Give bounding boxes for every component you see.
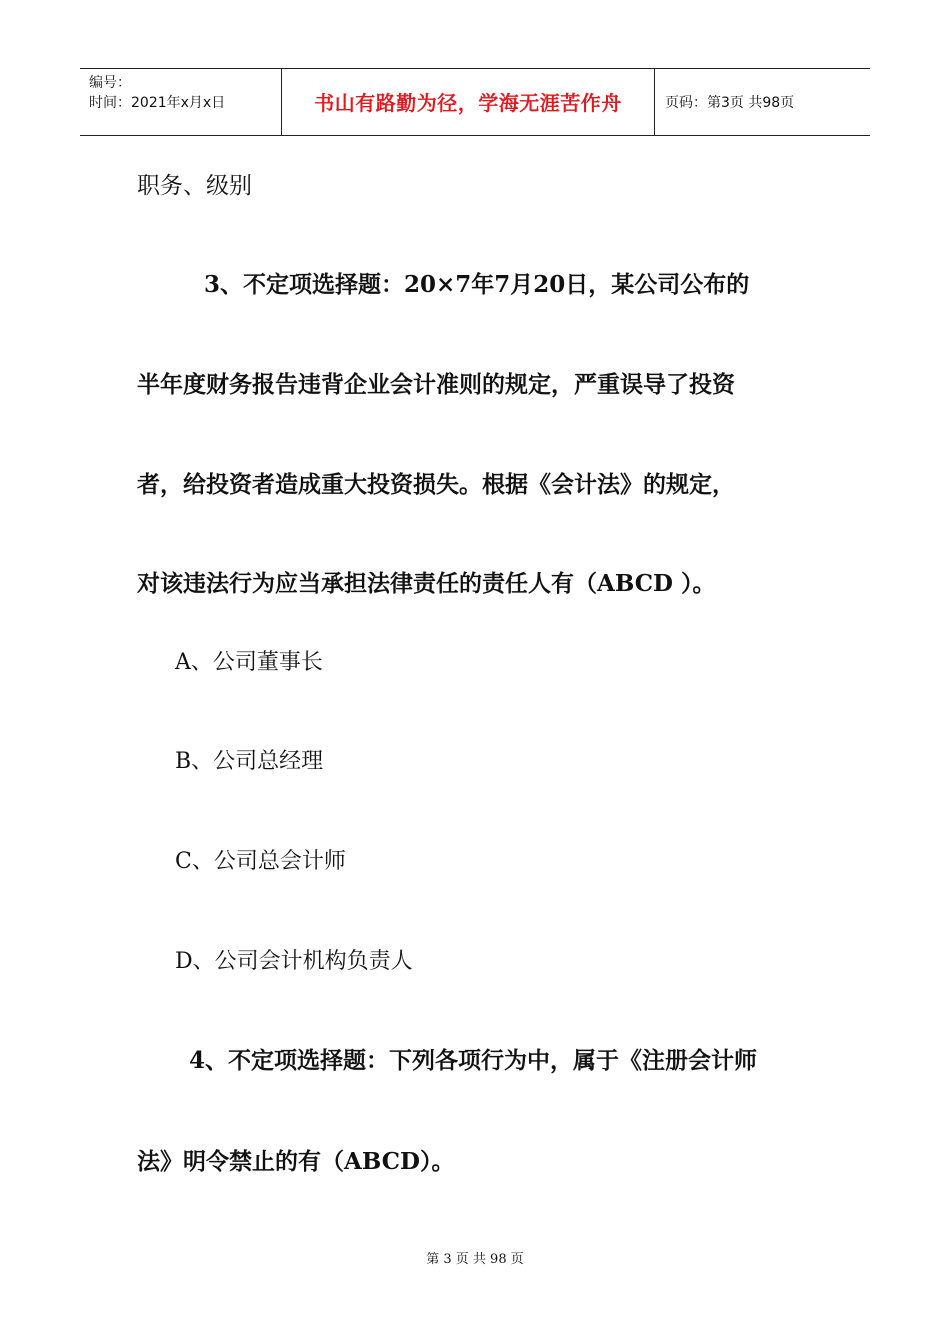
question-3-line-2: 半年度财务报告违背企业会计准则的规定，严重误导了投资 xyxy=(137,371,735,398)
question-4-line-1: 4、不定项选择题：下列各项行为中，属于《注册会计师 xyxy=(189,1047,758,1074)
question-3-option-a: A、公司董事长 xyxy=(175,650,323,675)
header-motto: 书山有路勤为径，学海无涯苦作舟 xyxy=(282,69,655,135)
question-4-line-2: 法》明令禁止的有（ABCD）。 xyxy=(137,1148,455,1175)
header-page-info: 页码：第3页 共98页 xyxy=(665,95,795,111)
question-3-option-d: D、公司会计机构负责人 xyxy=(175,949,413,974)
document-number: 编号： xyxy=(89,75,131,91)
question-3-option-b: B、公司总经理 xyxy=(175,749,324,774)
question-3-line-1: 3、不定项选择题：20×7年7月20日，某公司公布的 xyxy=(204,271,750,298)
body-line-duty-level: 职务、级别 xyxy=(137,173,252,199)
header-meta xyxy=(80,69,282,135)
question-3-line-4: 对该违法行为应当承担法律责任的责任人有（ABCD ）。 xyxy=(137,570,716,597)
question-3-line-3: 者，给投资者造成重大投资损失。根据《会计法》的规定， xyxy=(137,471,735,498)
page-header xyxy=(80,68,870,136)
document-date: 时间：2021年x月x日 xyxy=(89,95,226,111)
question-3-option-c: C、公司总会计师 xyxy=(175,849,346,874)
page-footer: 第 3 页 共 98 页 xyxy=(426,1252,524,1267)
